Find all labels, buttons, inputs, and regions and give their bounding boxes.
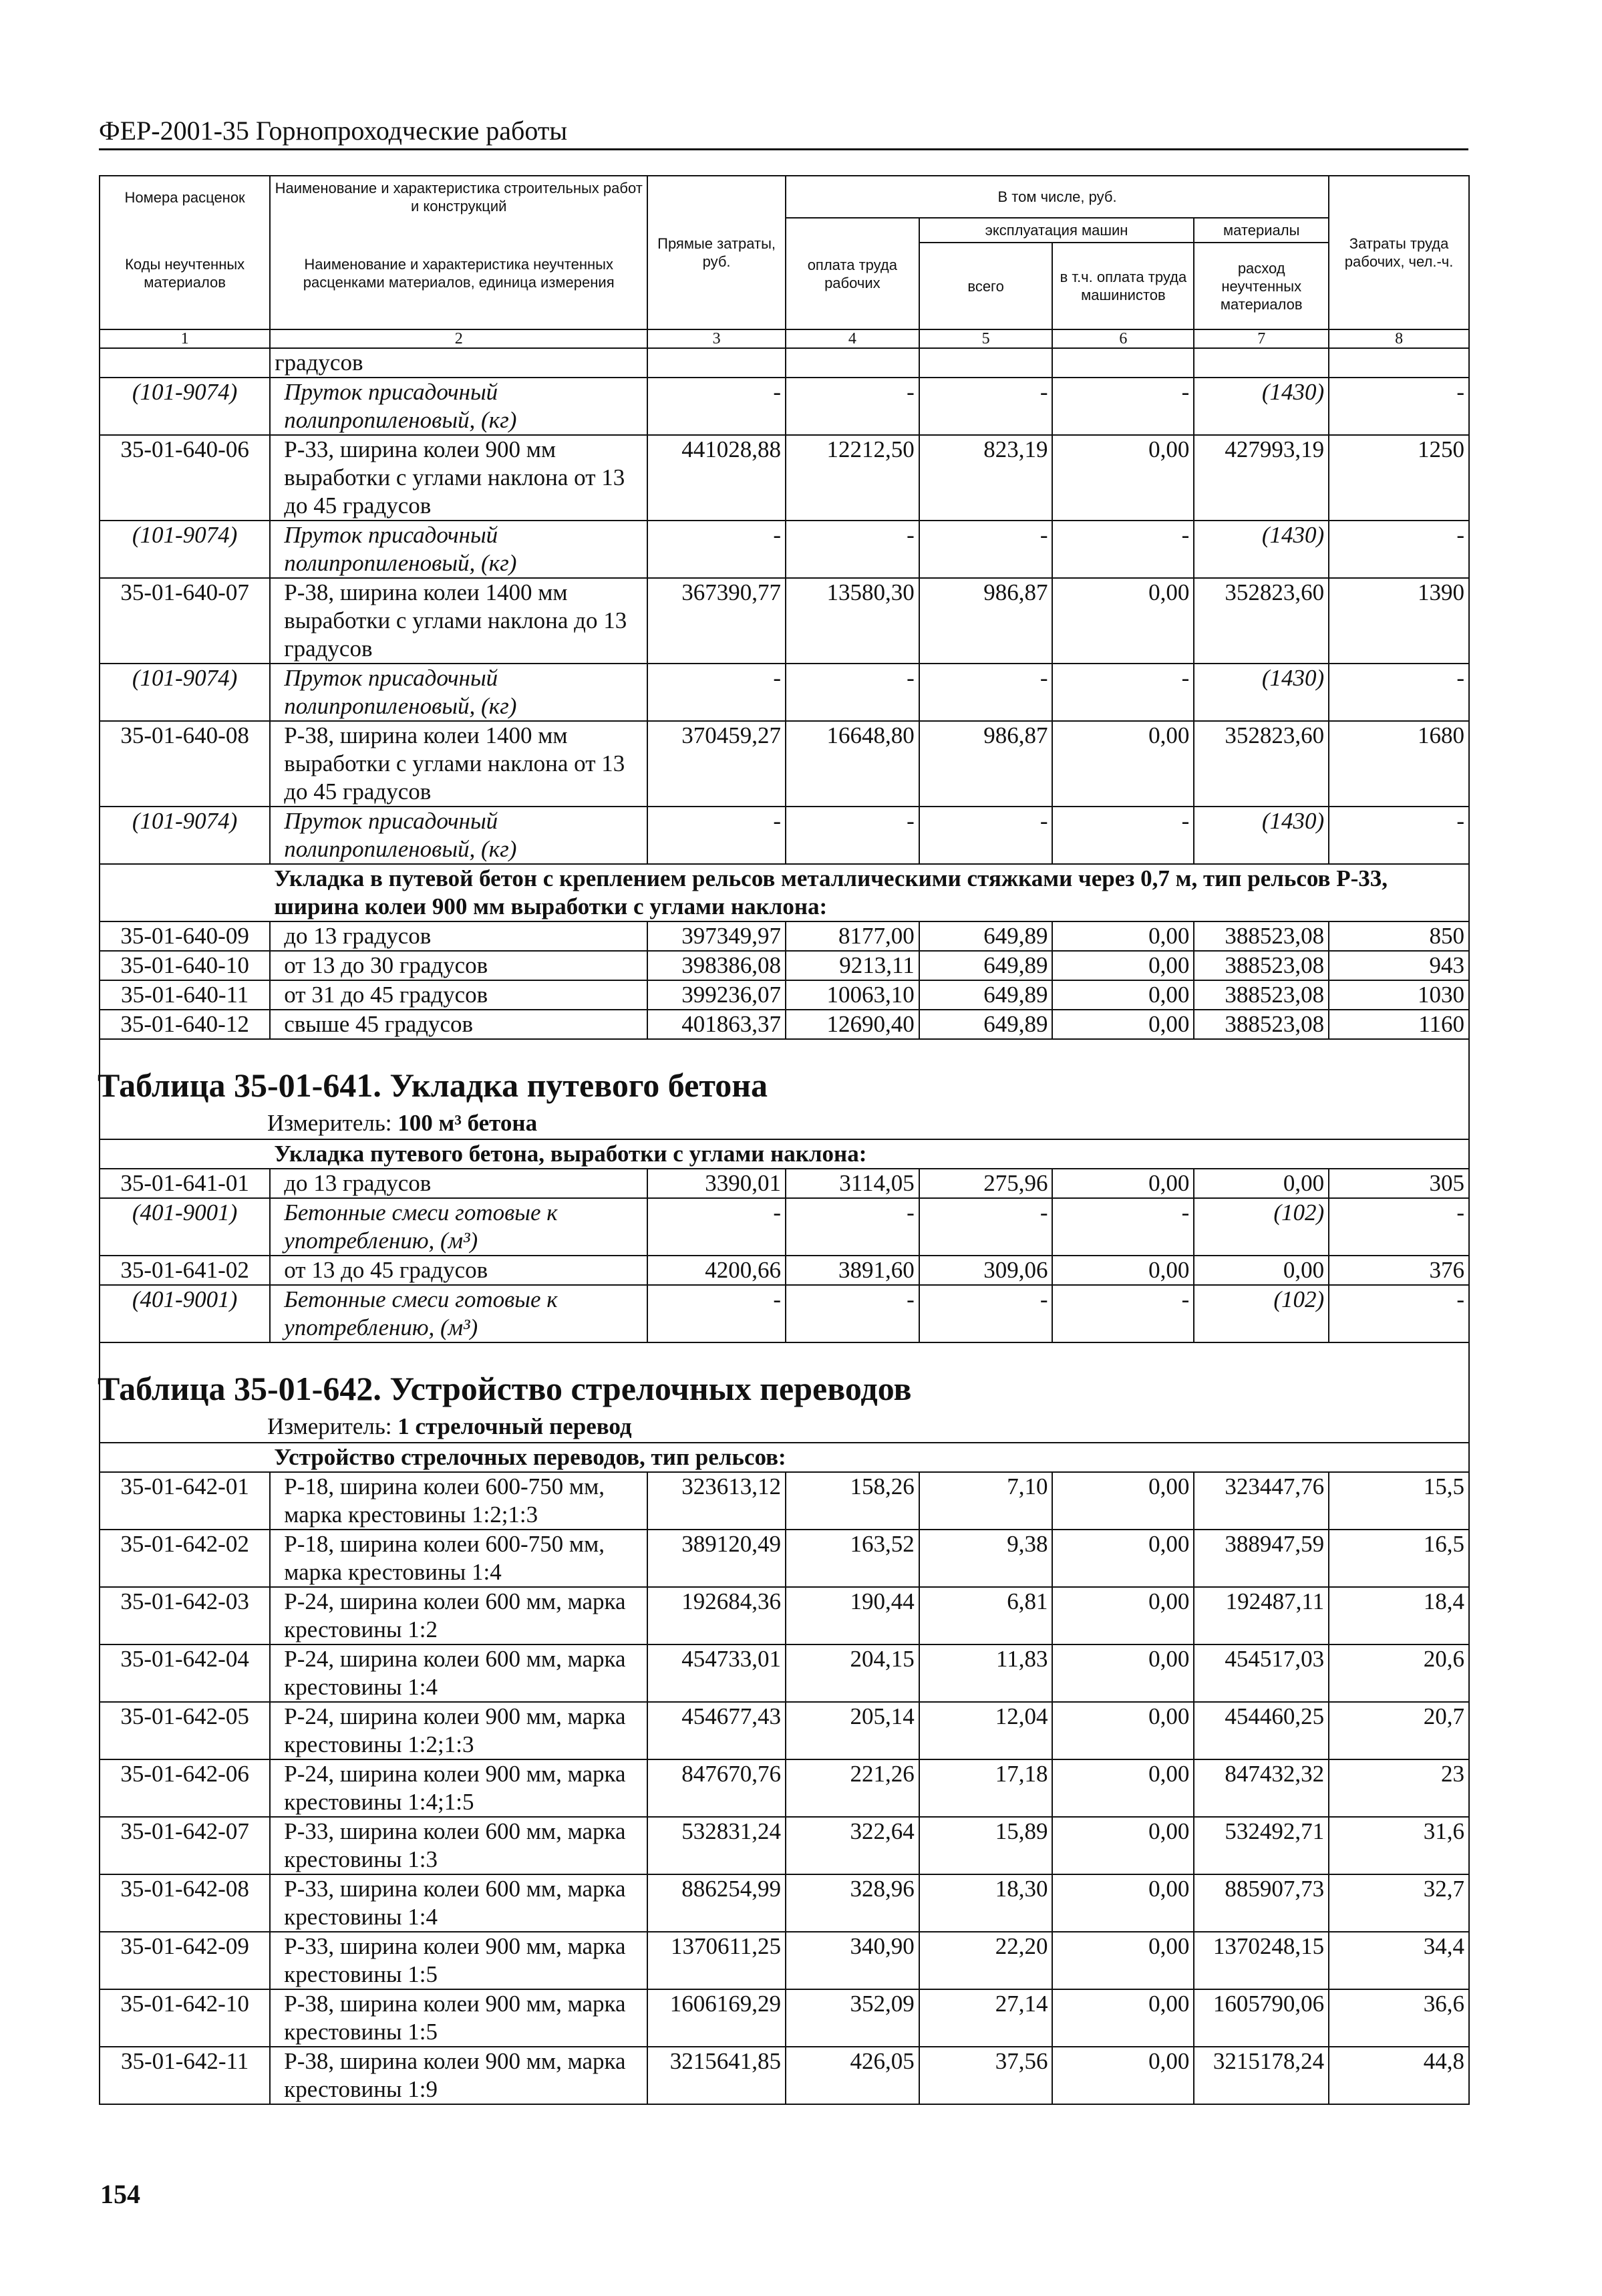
rate-value: 163,52 — [786, 1530, 919, 1587]
rate-value: 0,00 — [1052, 980, 1194, 1010]
rate-value: 1370248,15 — [1194, 1932, 1329, 1989]
rate-value: 1680 — [1329, 721, 1469, 807]
rate-value: 3891,60 — [786, 1256, 919, 1285]
rate-value: 192487,11 — [1194, 1587, 1329, 1644]
rate-value: 221,26 — [786, 1759, 919, 1817]
material-value: - — [786, 378, 919, 435]
rate-value: 850 — [1329, 921, 1469, 951]
table-row — [100, 1530, 1469, 1587]
rate-code: 35-01-642-05 — [100, 1702, 270, 1759]
rate-value: 0,00 — [1052, 1989, 1194, 2047]
table-row — [100, 1587, 1469, 1644]
work-name: Р-33, ширина колеи 600 мм, марка крестовины 1:4 — [270, 1874, 647, 1932]
rate-value: 158,26 — [786, 1472, 919, 1530]
work-name: Р-24, ширина колеи 600 мм, марка крестовины 1:4 — [270, 1644, 647, 1702]
rate-code: 35-01-642-07 — [100, 1817, 270, 1874]
rate-code: 35-01-640-07 — [100, 578, 270, 664]
rate-code: 35-01-642-04 — [100, 1644, 270, 1702]
material-value: - — [786, 807, 919, 864]
rate-code: 35-01-642-01 — [100, 1472, 270, 1530]
rate-value: 16,5 — [1329, 1530, 1469, 1587]
rate-value: 4200,66 — [647, 1256, 786, 1285]
rate-value: 0,00 — [1052, 1530, 1194, 1587]
rate-code: 35-01-642-02 — [100, 1530, 270, 1587]
rate-value: 323613,12 — [647, 1472, 786, 1530]
rate-value: 37,56 — [919, 2047, 1053, 2104]
material-value: - — [1052, 1198, 1194, 1256]
rate-value: 389120,49 — [647, 1530, 786, 1587]
rate-value: 0,00 — [1052, 951, 1194, 980]
rate-code: 35-01-641-01 — [100, 1169, 270, 1198]
rate-value: 847670,76 — [647, 1759, 786, 1817]
work-name: Р-33, ширина колеи 900 мм выработки с углами наклона от 13 до 45 градусов — [270, 435, 647, 521]
material-value: - — [1329, 521, 1469, 578]
rate-value: 20,6 — [1329, 1644, 1469, 1702]
rate-value: 986,87 — [919, 578, 1053, 664]
rate-value: 10063,10 — [786, 980, 919, 1010]
rate-value: 34,4 — [1329, 1932, 1469, 1989]
material-value: - — [647, 664, 786, 721]
rate-value: 649,89 — [919, 921, 1053, 951]
table-heading-row — [100, 1342, 1469, 1443]
rate-value: 401863,37 — [647, 1010, 786, 1039]
rate-value: 0,00 — [1052, 1256, 1194, 1285]
rate-value: 1390 — [1329, 578, 1469, 664]
material-value: - — [1329, 664, 1469, 721]
work-name: от 31 до 45 градусов — [270, 980, 647, 1010]
header-material-consumption: расход неучтенных материалов — [1194, 243, 1329, 329]
table-row — [100, 1256, 1469, 1285]
rate-code: 35-01-641-02 — [100, 1256, 270, 1285]
material-value: (1430) — [1194, 664, 1329, 721]
material-row — [100, 1285, 1469, 1342]
rate-value: 388523,08 — [1194, 980, 1329, 1010]
rate-value: 32,7 — [1329, 1874, 1469, 1932]
column-number: 8 — [1329, 329, 1469, 348]
header-work-name: Наименование и характеристика строительных работ и конструкций — [270, 176, 647, 218]
rate-value: 7,10 — [919, 1472, 1053, 1530]
material-value: - — [919, 1285, 1053, 1342]
table-row — [100, 951, 1469, 980]
unit-value: 100 м³ бетона — [397, 1110, 538, 1136]
material-code: (401-9001) — [100, 1198, 270, 1256]
material-value: - — [919, 664, 1053, 721]
rate-value: 388523,08 — [1194, 951, 1329, 980]
rate-value: 823,19 — [919, 435, 1053, 521]
material-value: - — [1329, 1198, 1469, 1256]
rate-value: 0,00 — [1052, 1644, 1194, 1702]
rate-value: 398386,08 — [647, 951, 786, 980]
table-row — [100, 1989, 1469, 2047]
rate-value: 1160 — [1329, 1010, 1469, 1039]
rate-code: 35-01-642-03 — [100, 1587, 270, 1644]
rate-value: 352,09 — [786, 1989, 919, 2047]
rate-value: 441028,88 — [647, 435, 786, 521]
table-unit — [267, 1413, 1468, 1442]
rate-value: 1030 — [1329, 980, 1469, 1010]
rate-value: 44,8 — [1329, 2047, 1469, 2104]
rate-value: 1370611,25 — [647, 1932, 786, 1989]
work-name: Р-38, ширина колеи 900 мм, марка крестовины 1:9 — [270, 2047, 647, 2104]
rate-value: 352823,60 — [1194, 721, 1329, 807]
header-machines: эксплуатация машин — [919, 218, 1194, 243]
unit-value: 1 стрелочный перевод — [397, 1413, 632, 1439]
rate-value: 388523,08 — [1194, 921, 1329, 951]
material-value: - — [786, 664, 919, 721]
material-name: Пруток присадочный полипропиленовый, (кг) — [270, 521, 647, 578]
section-title: Укладка путевого бетона, выработки с углами наклона: — [270, 1139, 1469, 1169]
rate-value: 18,4 — [1329, 1587, 1469, 1644]
material-code: (101-9074) — [100, 378, 270, 435]
rate-value: 0,00 — [1052, 1702, 1194, 1759]
rate-value: 649,89 — [919, 1010, 1053, 1039]
table-row — [100, 1932, 1469, 1989]
rate-value: 0,00 — [1052, 1169, 1194, 1198]
rate-value: 12212,50 — [786, 435, 919, 521]
table-heading-row — [100, 1039, 1469, 1139]
price-table — [99, 175, 1470, 2105]
material-value: - — [1329, 807, 1469, 864]
rate-value: 376 — [1329, 1256, 1469, 1285]
work-name: Р-38, ширина колеи 900 мм, марка крестовины 1:5 — [270, 1989, 647, 2047]
material-code: (101-9074) — [100, 521, 270, 578]
material-value: - — [1052, 1285, 1194, 1342]
work-name: Р-33, ширина колеи 900 мм, марка крестовины 1:5 — [270, 1932, 647, 1989]
rate-value: 13580,30 — [786, 578, 919, 664]
rate-value: 388947,59 — [1194, 1530, 1329, 1587]
column-number: 7 — [1194, 329, 1329, 348]
rate-value: 18,30 — [919, 1874, 1053, 1932]
rate-value: 399236,07 — [647, 980, 786, 1010]
material-value: - — [647, 1285, 786, 1342]
rate-value: 454733,01 — [647, 1644, 786, 1702]
rate-code: 35-01-640-10 — [100, 951, 270, 980]
column-number: 6 — [1052, 329, 1194, 348]
rate-value: 0,00 — [1194, 1169, 1329, 1198]
work-name: Р-33, ширина колеи 600 мм, марка крестовины 1:3 — [270, 1817, 647, 1874]
unit-label: Измеритель: — [267, 1110, 392, 1136]
rate-value: 190,44 — [786, 1587, 919, 1644]
rate-code — [100, 348, 270, 378]
rate-value: 532492,71 — [1194, 1817, 1329, 1874]
header-machines-total: всего — [919, 243, 1053, 329]
rate-value: 886254,99 — [647, 1874, 786, 1932]
work-name: от 13 до 30 градусов — [270, 951, 647, 980]
material-value: - — [919, 378, 1053, 435]
table-heading — [100, 1039, 1469, 1139]
work-name: до 13 градусов — [270, 921, 647, 951]
table-row — [100, 1472, 1469, 1530]
material-value: (102) — [1194, 1198, 1329, 1256]
rate-value: 0,00 — [1052, 578, 1194, 664]
rate-value: 649,89 — [919, 980, 1053, 1010]
rate-value: 847432,32 — [1194, 1759, 1329, 1817]
rate-code: 35-01-640-06 — [100, 435, 270, 521]
rate-value: 31,6 — [1329, 1817, 1469, 1874]
section-row — [100, 1139, 1469, 1169]
rate-value: 532831,24 — [647, 1817, 786, 1874]
rate-value: 322,64 — [786, 1817, 919, 1874]
rate-value: 12,04 — [919, 1702, 1053, 1759]
material-value: - — [1329, 378, 1469, 435]
rate-value: 0,00 — [1052, 721, 1194, 807]
material-value: - — [647, 807, 786, 864]
material-value: - — [786, 1198, 919, 1256]
material-row — [100, 378, 1469, 435]
rate-value: 0,00 — [1052, 2047, 1194, 2104]
table-row — [100, 348, 1469, 378]
rate-value: 27,14 — [919, 1989, 1053, 2047]
rate-value: 427993,19 — [1194, 435, 1329, 521]
material-code: (401-9001) — [100, 1285, 270, 1342]
rate-value: 192684,36 — [647, 1587, 786, 1644]
table-row — [100, 1817, 1469, 1874]
rate-value: 340,90 — [786, 1932, 919, 1989]
rate-value: 0,00 — [1052, 435, 1194, 521]
rate-value: 352823,60 — [1194, 578, 1329, 664]
material-value: - — [1052, 807, 1194, 864]
table-title: Таблица 35-01-642. Устройство стрелочных переводов — [98, 1370, 912, 1407]
rate-value: 8177,00 — [786, 921, 919, 951]
material-name: Пруток присадочный полипропиленовый, (кг) — [270, 664, 647, 721]
rate-value: 36,6 — [1329, 1989, 1469, 2047]
rate-value: 0,00 — [1052, 1759, 1194, 1817]
rate-value: 1606169,29 — [647, 1989, 786, 2047]
work-name: от 13 до 45 градусов — [270, 1256, 647, 1285]
rate-value: 454517,03 — [1194, 1644, 1329, 1702]
work-name: Р-38, ширина колеи 1400 мм выработки с углами наклона от 13 до 45 градусов — [270, 721, 647, 807]
material-value: - — [647, 378, 786, 435]
material-value: - — [919, 521, 1053, 578]
rate-value: 9213,11 — [786, 951, 919, 980]
table-row — [100, 921, 1469, 951]
material-value: - — [1329, 1285, 1469, 1342]
rate-code: 35-01-640-09 — [100, 921, 270, 951]
column-numbers-row — [100, 329, 1469, 348]
section-row — [100, 1443, 1469, 1472]
table-row — [100, 2047, 1469, 2104]
table-row — [100, 1010, 1469, 1039]
table-row — [100, 1169, 1469, 1198]
header-including: В том числе, руб. — [786, 176, 1329, 218]
material-value: (1430) — [1194, 378, 1329, 435]
table-row — [100, 1644, 1469, 1702]
rate-code: 35-01-642-11 — [100, 2047, 270, 2104]
rate-value: 17,18 — [919, 1759, 1053, 1817]
header-material-codes: Коды неучтенных материалов — [100, 218, 270, 329]
rate-value: 0,00 — [1052, 1874, 1194, 1932]
work-name: Р-24, ширина колеи 600 мм, марка крестовины 1:2 — [270, 1587, 647, 1644]
rate-value: 454677,43 — [647, 1702, 786, 1759]
material-row — [100, 664, 1469, 721]
rate-value: 0,00 — [1052, 1472, 1194, 1530]
rate-value: 0,00 — [1052, 1817, 1194, 1874]
material-name: Бетонные смеси готовые к употреблению, (м³) — [270, 1198, 647, 1256]
column-number: 2 — [270, 329, 647, 348]
material-value: - — [786, 521, 919, 578]
rate-value: 986,87 — [919, 721, 1053, 807]
rate-value: 3215641,85 — [647, 2047, 786, 2104]
material-value: - — [647, 521, 786, 578]
rate-value: 328,96 — [786, 1874, 919, 1932]
header-direct-costs: Прямые затраты, руб. — [647, 176, 786, 329]
rate-value: 0,00 — [1052, 921, 1194, 951]
material-value: (1430) — [1194, 807, 1329, 864]
header-labor-costs: Затраты труда рабочих, чел.-ч. — [1329, 176, 1469, 329]
rate-value: 23 — [1329, 1759, 1469, 1817]
rate-value: 305 — [1329, 1169, 1469, 1198]
table-row — [100, 578, 1469, 664]
material-name: Бетонные смеси готовые к употреблению, (м³) — [270, 1285, 647, 1342]
material-row — [100, 807, 1469, 864]
column-number: 1 — [100, 329, 270, 348]
table-title: Таблица 35-01-641. Укладка путевого бетона — [98, 1066, 768, 1104]
material-name: Пруток присадочный полипропиленовый, (кг) — [270, 378, 647, 435]
rate-value: 15,5 — [1329, 1472, 1469, 1530]
table-row — [100, 1874, 1469, 1932]
table-row — [100, 1759, 1469, 1817]
rate-value: 3114,05 — [786, 1169, 919, 1198]
work-name: до 13 градусов — [270, 1169, 647, 1198]
section-spacer — [100, 864, 270, 921]
rate-value: 1250 — [1329, 435, 1469, 521]
rate-value: 367390,77 — [647, 578, 786, 664]
rate-code: 35-01-642-08 — [100, 1874, 270, 1932]
section-spacer — [100, 1139, 270, 1169]
material-value: - — [1052, 378, 1194, 435]
rate-code: 35-01-642-09 — [100, 1932, 270, 1989]
header-material-name: Наименование и характеристика неучтенных расценками материалов, единица измерения — [270, 218, 647, 329]
table-unit — [267, 1109, 1468, 1139]
section-title: Устройство стрелочных переводов, тип рельсов: — [270, 1443, 1469, 1472]
rate-value: 885907,73 — [1194, 1874, 1329, 1932]
table-header — [100, 176, 1469, 348]
rate-value: 0,00 — [1194, 1256, 1329, 1285]
rate-code: 35-01-642-06 — [100, 1759, 270, 1817]
section-row — [100, 864, 1469, 921]
rate-value: 426,05 — [786, 2047, 919, 2104]
table-row — [100, 1702, 1469, 1759]
material-value: - — [647, 1198, 786, 1256]
rate-code: 35-01-640-08 — [100, 721, 270, 807]
material-value: - — [1052, 664, 1194, 721]
work-name: Р-24, ширина колеи 900 мм, марка крестовины 1:4;1:5 — [270, 1759, 647, 1817]
rate-value: 388523,08 — [1194, 1010, 1329, 1039]
table-row — [100, 435, 1469, 521]
material-value: - — [919, 1198, 1053, 1256]
material-row — [100, 521, 1469, 578]
rate-value: 3390,01 — [647, 1169, 786, 1198]
work-name: свыше 45 градусов — [270, 1010, 647, 1039]
material-value: (1430) — [1194, 521, 1329, 578]
rate-value: 275,96 — [919, 1169, 1053, 1198]
page-number: 154 — [100, 2179, 140, 2209]
rate-value: 309,06 — [919, 1256, 1053, 1285]
header-materials: материалы — [1194, 218, 1329, 243]
work-name: градусов — [270, 348, 647, 378]
header-rate-number: Номера расценок — [100, 176, 270, 218]
material-value: (102) — [1194, 1285, 1329, 1342]
rate-value: 323447,76 — [1194, 1472, 1329, 1530]
rate-value: 20,7 — [1329, 1702, 1469, 1759]
material-value: - — [1052, 521, 1194, 578]
rate-value: 0,00 — [1052, 1932, 1194, 1989]
rate-value: 649,89 — [919, 951, 1053, 980]
rate-value: 16648,80 — [786, 721, 919, 807]
rate-value: 943 — [1329, 951, 1469, 980]
rate-value: 9,38 — [919, 1530, 1053, 1587]
rate-value: 12690,40 — [786, 1010, 919, 1039]
column-number: 4 — [786, 329, 919, 348]
table-body — [100, 348, 1469, 2104]
section-spacer — [100, 1443, 270, 1472]
rate-value: 1605790,06 — [1194, 1989, 1329, 2047]
material-row — [100, 1198, 1469, 1256]
table-row — [100, 980, 1469, 1010]
column-number: 3 — [647, 329, 786, 348]
work-name: Р-18, ширина колеи 600-750 мм, марка крестовины 1:4 — [270, 1530, 647, 1587]
material-value: - — [919, 807, 1053, 864]
rate-value: 0,00 — [1052, 1010, 1194, 1039]
work-name: Р-18, ширина колеи 600-750 мм, марка крестовины 1:2;1:3 — [270, 1472, 647, 1530]
rate-value: 204,15 — [786, 1644, 919, 1702]
section-title: Укладка в путевой бетон с креплением рельсов металлическими стяжками через 0,7 м, тип рельсов Р-33, ширина колеи 900 мм выработки с углами наклона: — [270, 864, 1469, 921]
unit-label: Измеритель: — [267, 1413, 392, 1439]
page-header: ФЕР-2001-35 Горнопроходческие работы — [99, 115, 1468, 150]
rate-value: 22,20 — [919, 1932, 1053, 1989]
column-number: 5 — [919, 329, 1053, 348]
rate-value: 454460,25 — [1194, 1702, 1329, 1759]
rate-value: 3215178,24 — [1194, 2047, 1329, 2104]
work-name: Р-24, ширина колеи 900 мм, марка крестовины 1:2;1:3 — [270, 1702, 647, 1759]
rate-value: 15,89 — [919, 1817, 1053, 1874]
table-row — [100, 721, 1469, 807]
rate-value: 397349,97 — [647, 921, 786, 951]
header-machinist-wages: в т.ч. оплата труда машинистов — [1052, 243, 1194, 329]
rate-value: 205,14 — [786, 1702, 919, 1759]
table-heading — [100, 1342, 1469, 1443]
material-code: (101-9074) — [100, 807, 270, 864]
rate-code: 35-01-640-11 — [100, 980, 270, 1010]
rate-value: 6,81 — [919, 1587, 1053, 1644]
rate-code: 35-01-642-10 — [100, 1989, 270, 2047]
material-name: Пруток присадочный полипропиленовый, (кг) — [270, 807, 647, 864]
rate-value: 0,00 — [1052, 1587, 1194, 1644]
work-name: Р-38, ширина колеи 1400 мм выработки с углами наклона до 13 градусов — [270, 578, 647, 664]
rate-value: 370459,27 — [647, 721, 786, 807]
rate-value: 11,83 — [919, 1644, 1053, 1702]
material-code: (101-9074) — [100, 664, 270, 721]
rate-code: 35-01-640-12 — [100, 1010, 270, 1039]
material-value: - — [786, 1285, 919, 1342]
header-worker-wages: оплата труда рабочих — [786, 218, 919, 329]
